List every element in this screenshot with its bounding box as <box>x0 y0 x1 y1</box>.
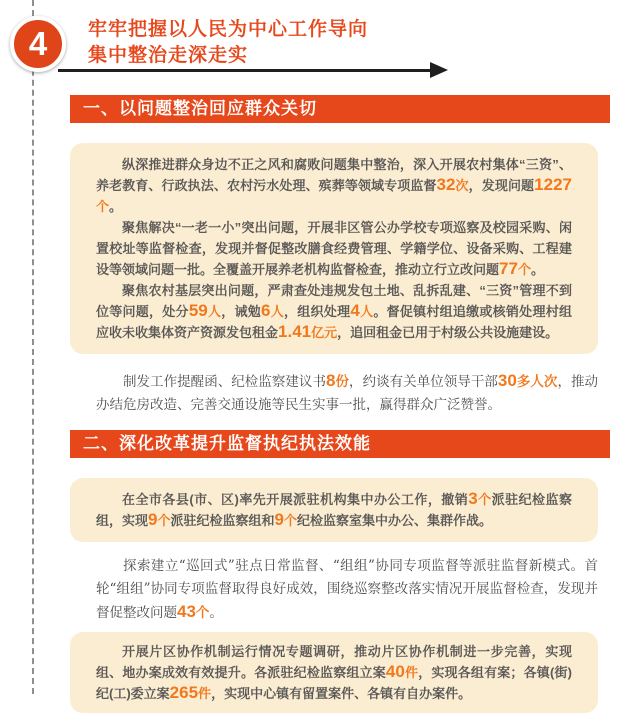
arrow-head-icon <box>430 62 448 78</box>
highlight-num: 32 <box>436 175 456 194</box>
highlight-unit: 人 <box>207 304 222 319</box>
highlight-unit: 件 <box>404 665 419 680</box>
arrow-line <box>58 69 432 72</box>
text-segment: 派驻纪检监察组，实现 <box>96 492 572 528</box>
highlight-num: 4 <box>350 301 360 320</box>
highlight-unit: 人 <box>359 304 374 319</box>
highlight-num: 265 <box>169 683 199 702</box>
highlight-unit: 件 <box>198 686 212 701</box>
section-2-card-2 <box>70 632 598 713</box>
section-number-badge <box>10 16 66 72</box>
highlight-unit: 次 <box>455 178 469 193</box>
highlight-num: 8 <box>326 371 336 390</box>
text-segment: 制发工作提醒函、纪检监察建议书 <box>123 374 326 390</box>
text-segment: ，发现问题 <box>468 178 535 193</box>
page-title-line1: 牢牢把握以人民为中心工作导向 <box>88 19 369 40</box>
text-segment: 探索建立“巡回式”驻点日常监督、“组组”协同专项监督等派驻监督新模式。首轮“组组”协同专项监督取得良好成效，围绕巡察整改落实情况开展监督检查，发现并督促整改问题 <box>96 558 598 621</box>
text-segment: ，推动办结危房改造、完善交通设施等民生实事一批，赢得群众广泛赞誉。 <box>96 374 599 413</box>
text-segment: ，约谈有关单位领导干部 <box>349 374 498 390</box>
highlight-unit: 份 <box>335 374 350 389</box>
highlight-num: 9 <box>274 510 284 529</box>
highlight-unit: 个 <box>96 199 110 214</box>
highlight-num: 40 <box>385 662 405 681</box>
highlight-num: 6 <box>261 301 271 320</box>
paragraph <box>96 370 598 417</box>
paragraph <box>96 280 572 343</box>
paragraph <box>96 641 572 704</box>
page-title <box>88 17 368 69</box>
badge-number: 4 <box>28 24 48 62</box>
section-1-card <box>70 143 598 354</box>
text-segment: 开展片区协作机制运行情况专题调研，推动片区协作机制进一步完善，实现组、地办案成效有效提升。各派驻纪检监察组立案 <box>96 644 572 680</box>
text-segment: ，追回租金已用于村级公共设施建设。 <box>337 325 559 340</box>
text-segment: 派驻纪检监察组和 <box>170 513 275 528</box>
section-1-note <box>70 370 610 417</box>
paragraph <box>96 555 598 625</box>
text-segment: ，诫勉 <box>221 304 262 319</box>
vertical-dashed-guide <box>32 0 34 694</box>
highlight-num: 9 <box>148 510 158 529</box>
text-segment: 。 <box>209 605 223 621</box>
highlight-unit: 个 <box>195 605 210 620</box>
section-2-heading: 二、深化改革提升监督执纪执法效能 <box>70 430 610 458</box>
highlight-num: 3 <box>468 489 478 508</box>
paragraph <box>96 154 572 217</box>
highlight-unit: 个 <box>517 262 531 277</box>
paragraph <box>96 217 572 280</box>
highlight-unit: 多人次 <box>516 374 558 389</box>
highlight-num: 1227 <box>534 175 572 194</box>
text-segment: 。督促镇村组追缴或核销处理村组应收未收集体资产资源发包租金 <box>96 304 572 340</box>
text-segment: ，实现各组有案；各镇(街)纪(工)委立案 <box>96 665 572 701</box>
paragraph <box>96 489 572 531</box>
text-segment: 聚焦解决“一老一小”突出问题，开展非区管公办学校专项巡察及校园采购、闲置校址等监督检查，发现并督促整改膳食经费管理、学籍学位、设备采购、工程建设等领域问题一批。全覆盖开展养老机构监督检查，推动立行立改问题 <box>96 220 572 277</box>
text-segment: 聚焦农村基层突出问题，严肃查处违规发包土地、乱拆乱建、“三资”管理不到位等问题，处分 <box>96 283 572 319</box>
text-segment: ，实现中心镇有留置案件、各镇有自办案件。 <box>211 686 472 701</box>
highlight-unit: 亿元 <box>311 325 338 340</box>
highlight-num: 30 <box>497 371 517 390</box>
text-segment: 在全市各县(市、区)率先开展派驻机构集中办公工作，撤销 <box>122 492 469 507</box>
section-2-note <box>70 555 610 625</box>
text-segment: 纵深推进群众身边不正之风和腐败问题集中整治，深入开展农村集体“三资”、养老教育、行政执法、农村污水处理、殡葬等领域专项监督 <box>96 157 572 193</box>
highlight-unit: 个 <box>283 513 297 528</box>
highlight-num: 1.41 <box>278 322 312 341</box>
highlight-unit: 个 <box>477 492 492 507</box>
section-1-heading: 一、以问题整治回应群众关切 <box>70 95 610 123</box>
highlight-unit: 人 <box>270 304 285 319</box>
text-segment: ，组织处理 <box>284 304 351 319</box>
section-2-card-1 <box>70 478 598 542</box>
highlight-unit: 个 <box>157 513 171 528</box>
text-segment: 。 <box>530 262 544 277</box>
text-segment: 。 <box>109 199 123 214</box>
page-title-line2: 集中整治走深走实 <box>88 45 249 66</box>
content-column <box>70 95 610 713</box>
highlight-num: 59 <box>188 301 208 320</box>
text-segment: 纪检监察室集中办公、集群作战。 <box>297 513 493 528</box>
highlight-num: 43 <box>177 602 196 621</box>
highlight-num: 77 <box>499 259 518 278</box>
